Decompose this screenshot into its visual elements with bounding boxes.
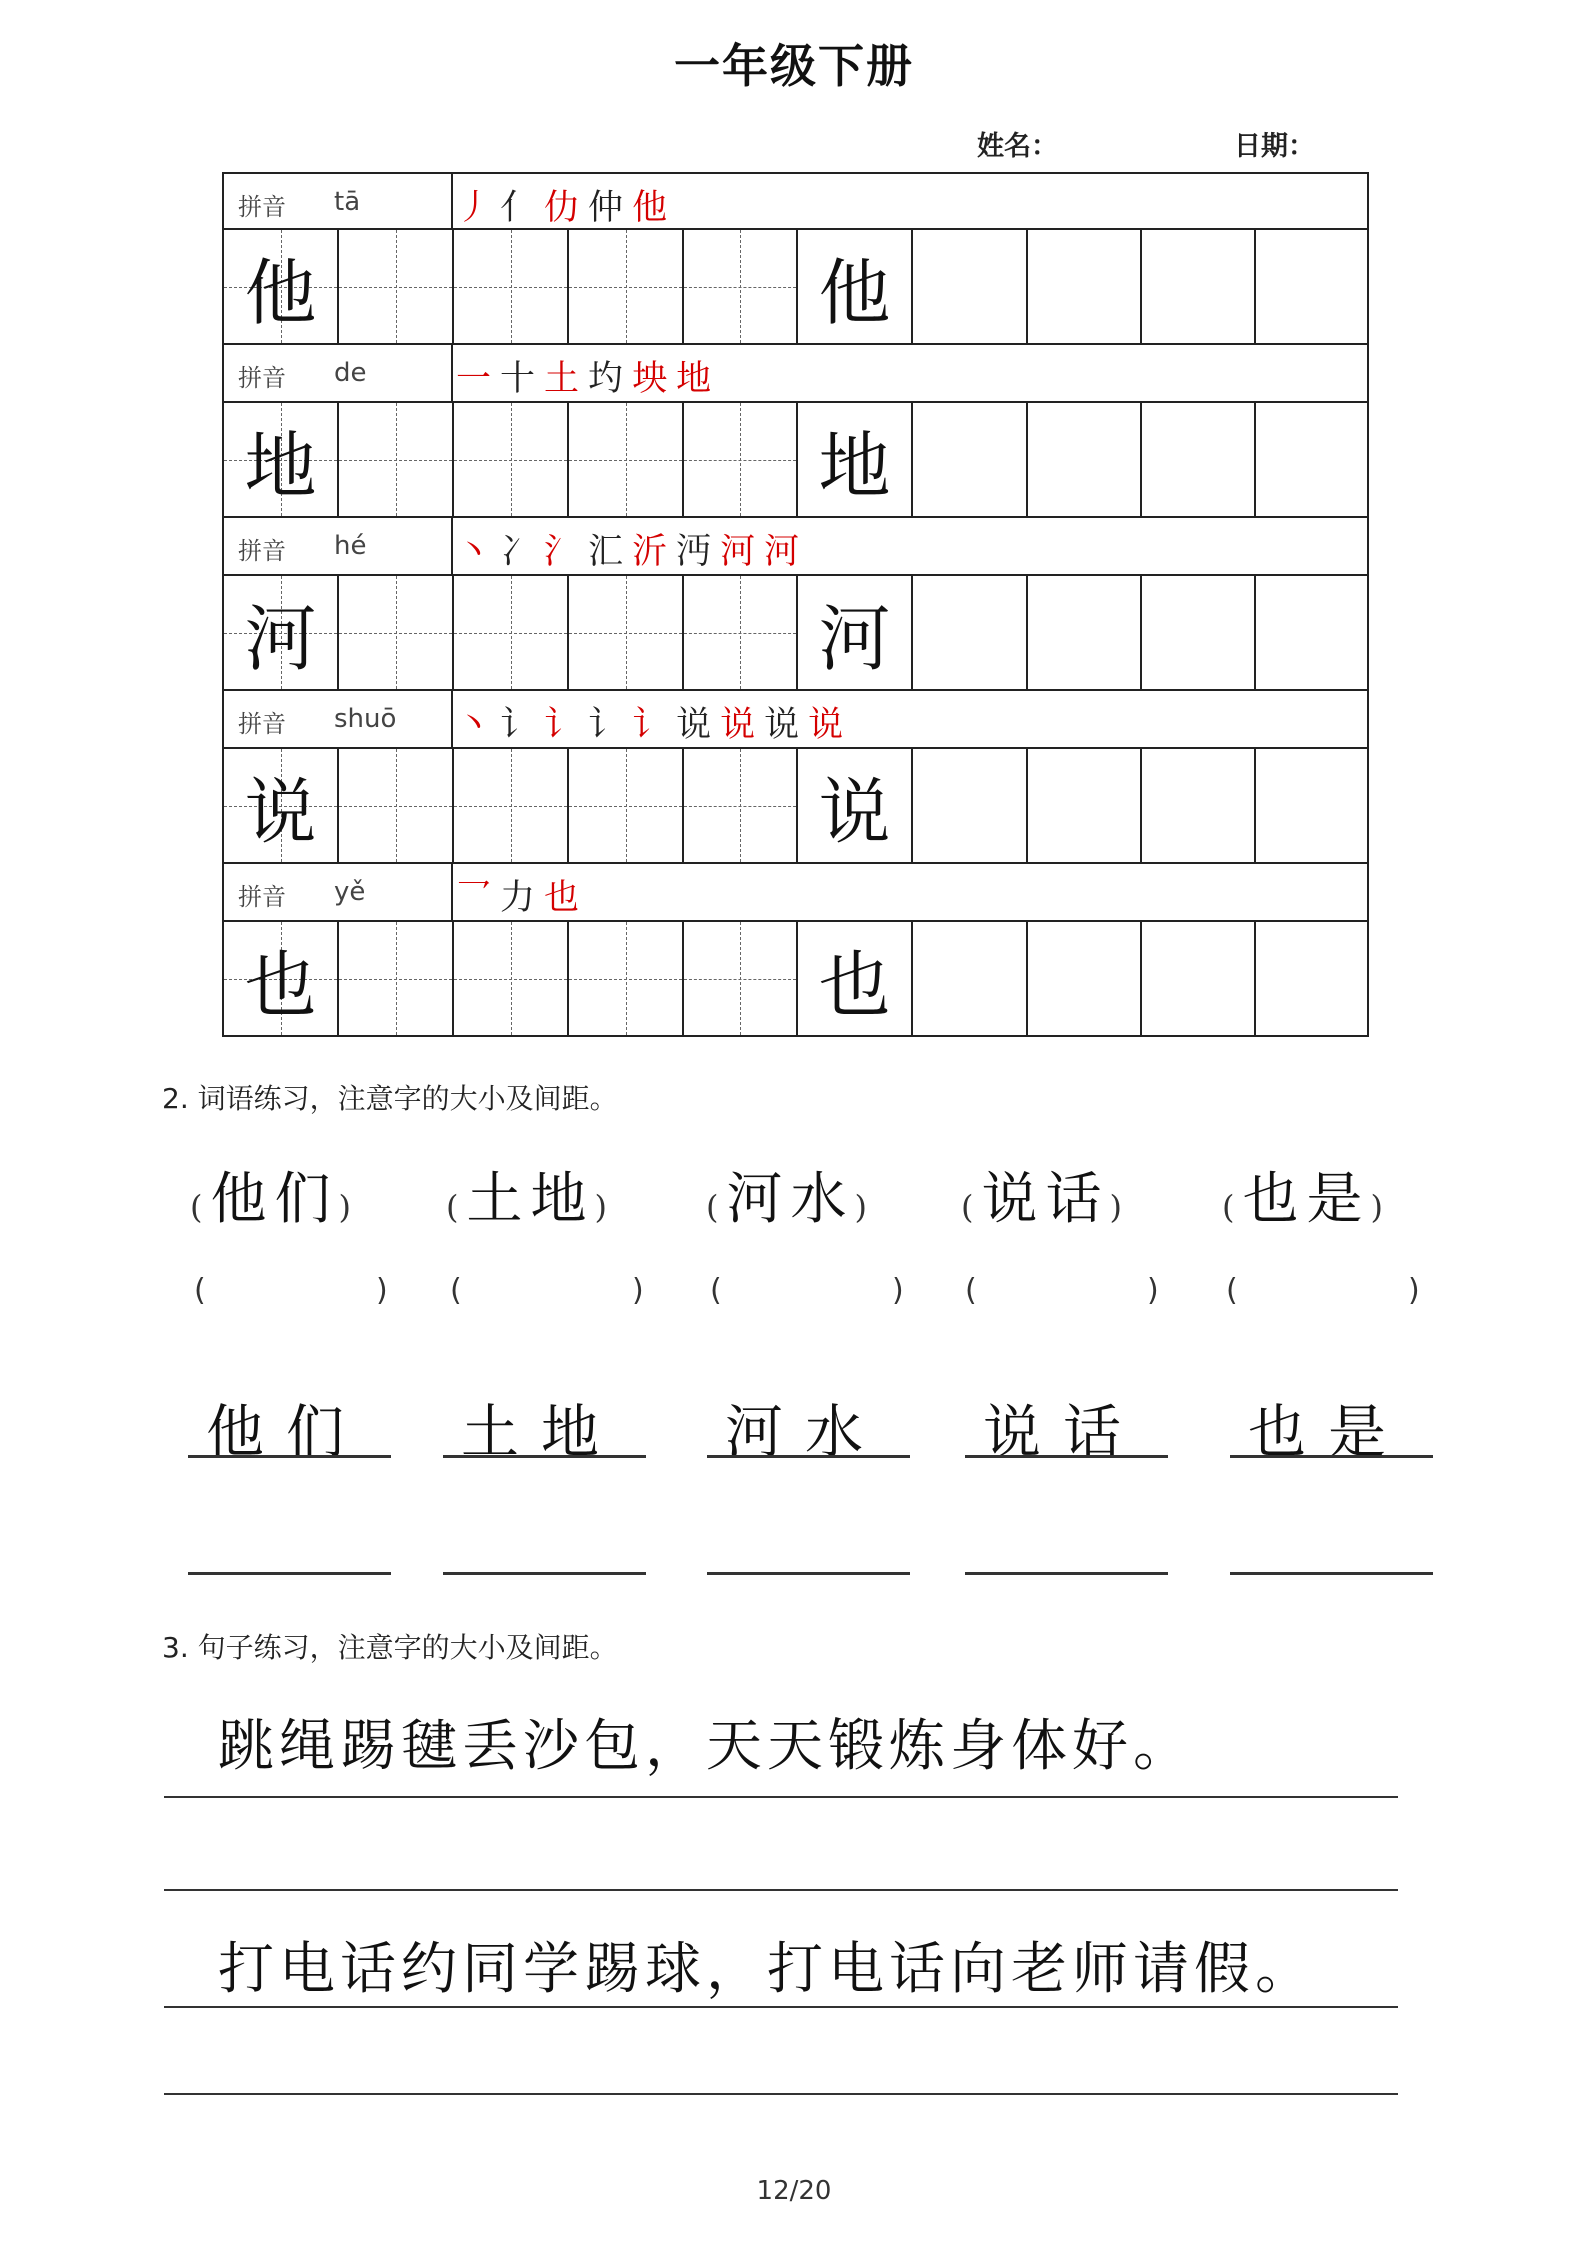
writing-cell[interactable] [567,922,682,1037]
writing-cell[interactable] [452,576,567,691]
stroke-step: 讠 [632,705,677,745]
writing-cell[interactable] [1254,922,1369,1037]
date-label: 日期： [1234,131,1315,162]
word-trace-line [1230,1455,1433,1458]
word-trace: 他们 [206,1398,367,1466]
stroke-order [456,180,676,230]
word-trace: 河水 [725,1398,886,1466]
pinyin-value: hé [334,531,367,561]
sentence-writing-line[interactable] [164,1889,1398,1891]
word-writing-line[interactable] [707,1572,910,1575]
open-paren: ( [190,1188,211,1226]
pinyin-label: 拼音 [238,537,286,565]
writing-cell-row [222,403,1369,518]
writing-cell[interactable] [452,922,567,1037]
writing-cell[interactable] [1140,576,1254,691]
stroke-step: 他 [632,188,677,228]
pinyin-blank-open: ( [194,1273,206,1308]
word-trace-line [707,1455,910,1458]
pinyin-label: 拼音 [238,364,286,392]
pinyin-row [222,172,1369,230]
open-paren: ( [446,1188,467,1226]
stroke-step: 土 [544,359,589,399]
word-trace-line [188,1455,391,1458]
writing-cell[interactable] [567,576,682,691]
practice-character: 地 [818,423,891,508]
practice-character: 说 [818,769,891,854]
pinyin-divider [451,345,453,401]
stroke-step: 力 [500,878,545,918]
trace-character-cell [796,403,911,518]
pinyin-blank-open: ( [965,1273,977,1308]
writing-cell[interactable] [337,749,452,864]
word-model [961,1155,1130,1235]
stroke-step: 十 [500,359,545,399]
pinyin-row [222,691,1369,749]
practice-character: 也 [818,942,891,1027]
stroke-step: 也 [544,878,589,918]
stroke-step: 仲 [588,188,633,228]
page-number: 12/20 [756,2176,832,2206]
open-paren: ( [1222,1188,1243,1226]
close-paren: ) [594,1188,615,1226]
close-paren: ) [1370,1188,1391,1226]
writing-cell[interactable] [452,749,567,864]
writing-cell[interactable] [1026,749,1140,864]
pinyin-blank-close: ) [632,1273,644,1308]
stroke-step: 一 [456,359,501,399]
stroke-step: 讠 [500,705,545,745]
stroke-step: 河 [720,532,765,572]
pinyin-label: 拼音 [238,193,286,221]
word-text: 河水 [726,1167,855,1232]
model-character-cell [222,922,337,1037]
stroke-step: 丿 [456,188,501,228]
pinyin-value: de [334,358,367,388]
stroke-step: 亻 [500,188,545,228]
word-writing-line[interactable] [1230,1572,1433,1575]
stroke-step: 冫 [500,532,545,572]
writing-cell[interactable] [682,403,796,518]
pinyin-divider [451,864,453,920]
character-practice-grid [222,172,1369,1037]
pinyin-blank-close: ) [892,1273,904,1308]
pinyin-blank-open: ( [1226,1273,1238,1308]
stroke-order [456,351,720,401]
writing-cell[interactable] [1254,576,1369,691]
open-paren: ( [961,1188,982,1226]
pinyin-row [222,518,1369,576]
pinyin-row [222,345,1369,403]
stroke-order [456,697,852,747]
stroke-step: 讠 [544,705,589,745]
practice-character: 他 [818,250,891,335]
name-label: 姓名： [977,131,1058,162]
word-trace: 土地 [461,1398,622,1466]
word-text: 土地 [466,1167,595,1232]
practice-character: 河 [244,596,317,681]
writing-cell[interactable] [1140,749,1254,864]
writing-cell[interactable] [567,749,682,864]
writing-cell[interactable] [337,403,452,518]
close-paren: ) [338,1188,359,1226]
word-writing-line[interactable] [965,1572,1168,1575]
stroke-step: 乛 [456,878,501,918]
writing-cell[interactable] [337,922,452,1037]
word-trace-line [443,1455,646,1458]
word-trace: 也是 [1248,1398,1409,1466]
trace-character-cell [796,749,911,864]
trace-character-cell [796,922,911,1037]
pinyin-label: 拼音 [238,710,286,738]
stroke-step: 沂 [632,532,677,572]
pinyin-blank-open: ( [450,1273,462,1308]
trace-character-cell [796,576,911,691]
writing-cell[interactable] [682,230,796,345]
stroke-step: 丶 [456,705,501,745]
writing-cell[interactable] [452,403,567,518]
word-trace: 说话 [983,1398,1144,1466]
pinyin-divider [451,691,453,747]
stroke-step: 说 [676,705,721,745]
stroke-step: 说 [720,705,765,745]
writing-cell[interactable] [911,576,1026,691]
pinyin-blank-close: ) [1147,1273,1159,1308]
word-model [1222,1155,1391,1235]
writing-cell[interactable] [1026,576,1140,691]
word-text: 也是 [1242,1167,1371,1232]
word-text: 他们 [210,1167,339,1232]
word-trace-line [965,1455,1168,1458]
sentence-trace-line [164,2006,1398,2008]
sentence-model: 跳绳踢毽丢沙包，天天锻炼身体好。 [218,1714,1194,1779]
close-paren: ) [854,1188,875,1226]
writing-cell[interactable] [337,230,452,345]
practice-character: 河 [818,596,891,681]
word-model [190,1155,359,1235]
writing-cell[interactable] [682,922,796,1037]
practice-character: 地 [244,423,317,508]
pinyin-divider [451,174,453,228]
practice-character: 他 [244,250,317,335]
stroke-step: 沔 [676,532,721,572]
stroke-step: 汇 [588,532,633,572]
writing-cell[interactable] [452,230,567,345]
word-model [446,1155,615,1235]
writing-cell[interactable] [1140,403,1254,518]
pinyin-blank-close: ) [1408,1273,1420,1308]
practice-character: 也 [244,942,317,1027]
stroke-step: 说 [808,705,853,745]
writing-cell[interactable] [1140,230,1254,345]
writing-cell[interactable] [567,230,682,345]
pinyin-row [222,864,1369,922]
writing-cell[interactable] [1140,922,1254,1037]
page-title: 一年级下册 [674,39,914,93]
writing-cell[interactable] [911,922,1026,1037]
pinyin-value: yě [334,877,366,907]
writing-cell-row [222,922,1369,1037]
stroke-step: 仂 [544,188,589,228]
stroke-order [456,870,588,920]
pinyin-value: tā [334,187,361,217]
sentence-writing-line[interactable] [164,2093,1398,2095]
writing-cell[interactable] [1026,403,1140,518]
model-character-cell [222,403,337,518]
stroke-step: 河 [764,532,809,572]
writing-cell-row [222,576,1369,691]
pinyin-value: shuō [334,704,397,734]
writing-cell[interactable] [911,230,1026,345]
trace-character-cell [796,230,911,345]
writing-cell[interactable] [337,576,452,691]
pinyin-blank-close: ) [376,1273,388,1308]
word-writing-line[interactable] [188,1572,391,1575]
writing-cell[interactable] [682,576,796,691]
writing-cell[interactable] [1026,922,1140,1037]
writing-cell[interactable] [567,403,682,518]
word-model [706,1155,875,1235]
pinyin-divider [451,518,453,574]
section-2-title: 2. 词语练习，注意字的大小及间距。 [162,1082,618,1115]
writing-cell[interactable] [1254,403,1369,518]
model-character-cell [222,230,337,345]
pinyin-label: 拼音 [238,883,286,911]
writing-cell[interactable] [1254,230,1369,345]
word-text: 说话 [981,1167,1110,1232]
word-writing-line[interactable] [443,1572,646,1575]
writing-cell[interactable] [1026,230,1140,345]
sentence-model: 打电话约同学踢球，打电话向老师请假。 [218,1937,1316,2002]
close-paren: ) [1109,1188,1130,1226]
writing-cell[interactable] [682,749,796,864]
stroke-step: 丶 [456,532,501,572]
writing-cell-row [222,230,1369,345]
practice-character: 说 [244,769,317,854]
writing-cell[interactable] [911,403,1026,518]
model-character-cell [222,576,337,691]
sentence-trace-line [164,1796,1398,1798]
model-character-cell [222,749,337,864]
open-paren: ( [706,1188,727,1226]
section-3-title: 3. 句子练习，注意字的大小及间距。 [162,1631,618,1664]
stroke-step: 坱 [632,359,677,399]
writing-cell-row [222,749,1369,864]
writing-cell[interactable] [911,749,1026,864]
stroke-step: 氵 [544,532,589,572]
stroke-step: 圴 [588,359,633,399]
writing-cell[interactable] [1254,749,1369,864]
stroke-step: 说 [764,705,809,745]
pinyin-blank-open: ( [710,1273,722,1308]
stroke-step: 地 [676,359,721,399]
stroke-order [456,524,808,574]
stroke-step: 讠 [588,705,633,745]
